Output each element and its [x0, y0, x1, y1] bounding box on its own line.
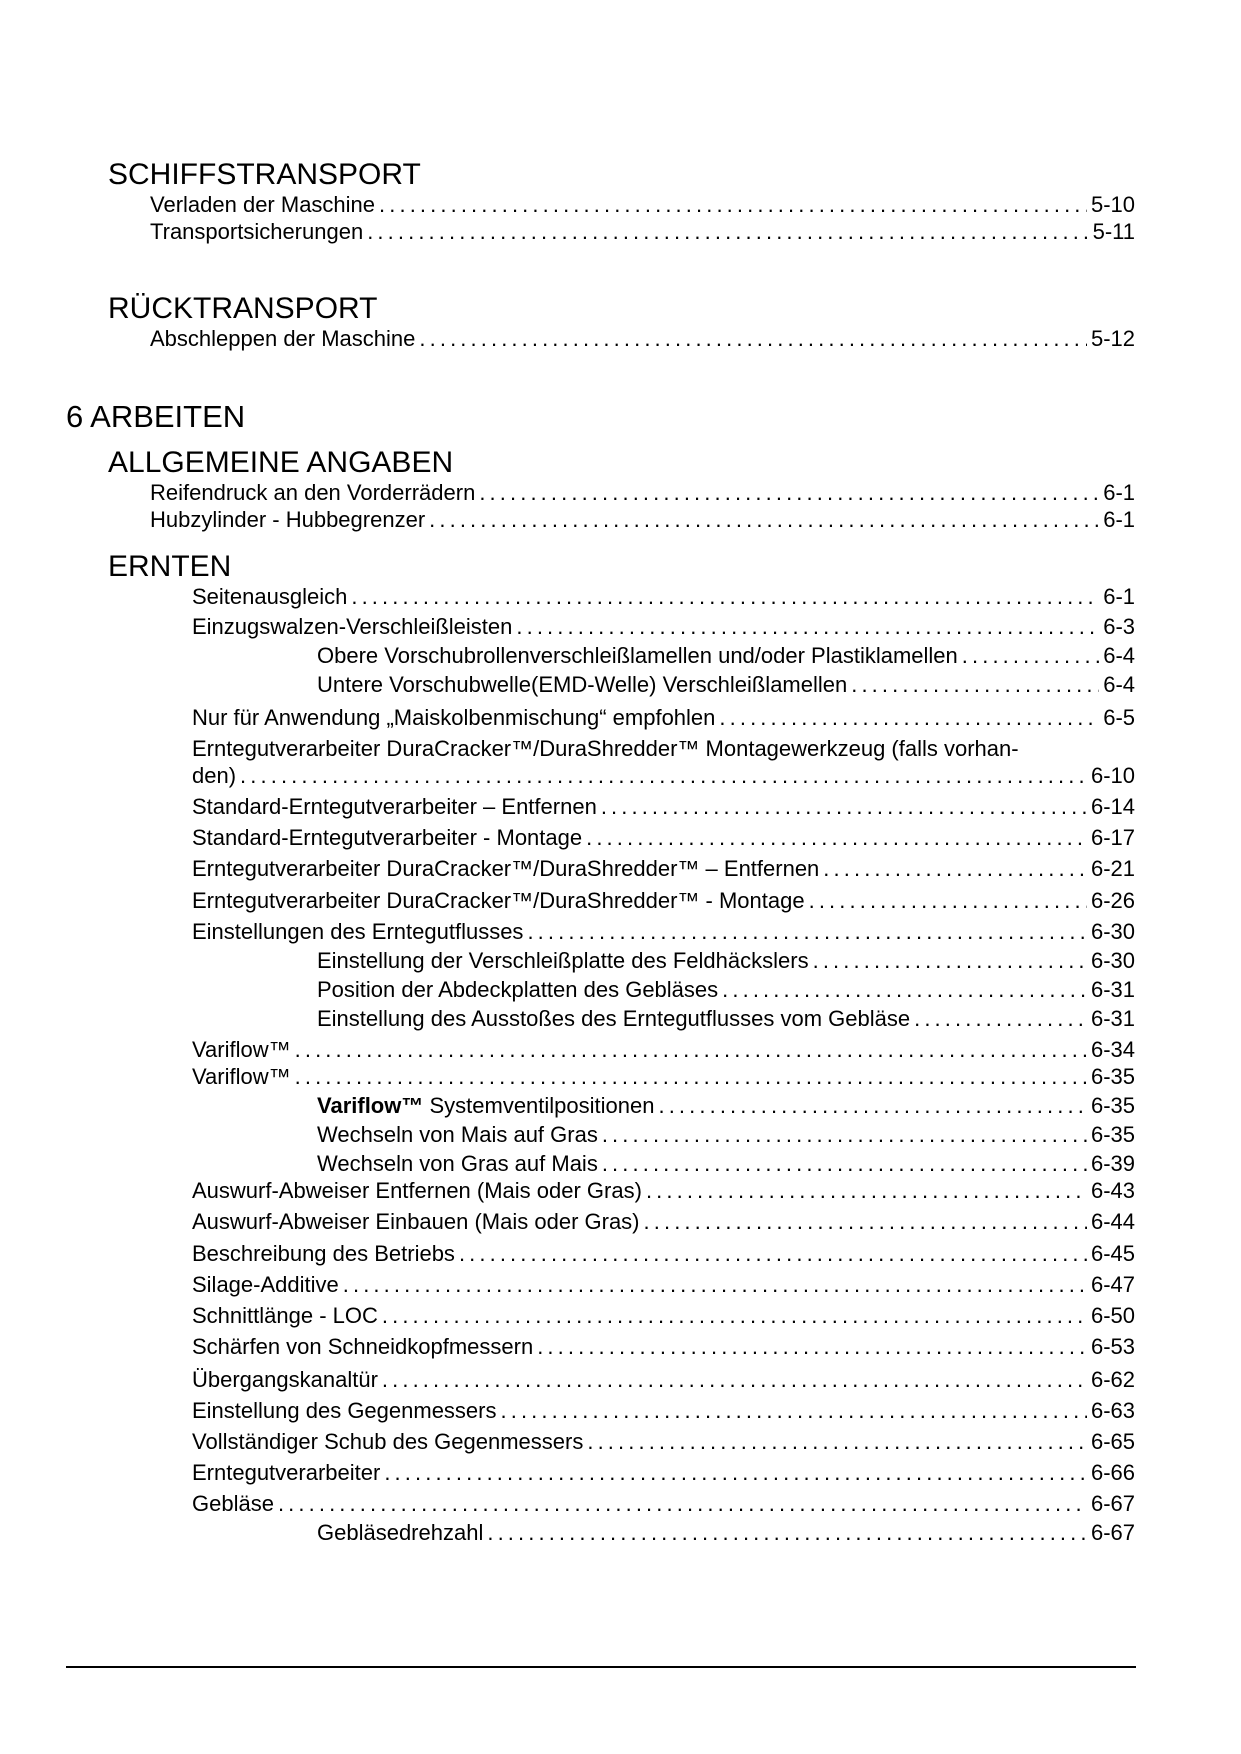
toc-entry-page: 6-35 — [1090, 1093, 1135, 1118]
toc-entry-page: 6-45 — [1090, 1241, 1135, 1266]
toc-entry-page: 6-53 — [1090, 1334, 1135, 1359]
toc-entry[interactable] — [150, 192, 1135, 218]
toc-entry[interactable] — [317, 1006, 1135, 1032]
toc-entry-page: 6-5 — [1103, 705, 1135, 730]
dot-leader — [914, 1006, 1087, 1032]
toc-entry-page: 6-3 — [1103, 614, 1135, 639]
toc-entry[interactable] — [192, 1429, 1135, 1455]
toc-entry[interactable] — [192, 1491, 1135, 1517]
dot-leader — [419, 326, 1087, 352]
toc-entry-title: Variflow™ — [192, 1037, 291, 1062]
dot-leader — [487, 1520, 1087, 1546]
toc-entry-page: 6-31 — [1090, 977, 1135, 1002]
dot-leader — [602, 1122, 1087, 1148]
toc-entry-page: 6-39 — [1090, 1151, 1135, 1176]
toc-entry-page: 6-43 — [1090, 1178, 1135, 1203]
toc-entry-page: 5-11 — [1092, 219, 1135, 244]
toc-entry-page: 6-1 — [1103, 584, 1135, 609]
toc-entry-title: Variflow™ — [192, 1064, 291, 1089]
toc-entry-title: Systemventilpositionen — [423, 1093, 655, 1118]
toc-entry[interactable] — [192, 614, 1135, 640]
toc-entry-page: 6-62 — [1090, 1367, 1135, 1392]
toc-entry-page: 6-26 — [1090, 888, 1135, 913]
toc-entry-page: 6-35 — [1090, 1122, 1135, 1147]
toc-entry[interactable] — [192, 1272, 1135, 1298]
dot-leader — [722, 977, 1087, 1003]
toc-entry[interactable] — [317, 1151, 1135, 1177]
toc-entry[interactable] — [192, 1334, 1135, 1360]
toc-entry[interactable] — [192, 1178, 1135, 1204]
toc-entry-page: 6-63 — [1090, 1398, 1135, 1423]
toc-entry-title: Auswurf-Abweiser Einbauen (Mais oder Gras) — [192, 1209, 640, 1234]
toc-entry-page: 5-10 — [1090, 192, 1135, 217]
toc-entry-title: Einstellung des Ausstoßes des Erntegutflusses vom Gebläse — [317, 1006, 911, 1031]
toc-entry-title: Gebläsedrehzahl — [317, 1520, 484, 1545]
dot-leader — [295, 1037, 1087, 1063]
dot-leader — [351, 584, 1099, 610]
toc-entry-title: Übergangskanaltür — [192, 1367, 378, 1392]
toc-entry-page: 6-21 — [1090, 856, 1135, 881]
toc-entry-title: Wechseln von Mais auf Gras — [317, 1122, 598, 1147]
toc-entry[interactable] — [192, 763, 1135, 789]
toc-entry-title: Schnittlänge - LOC — [192, 1303, 378, 1328]
toc-entry-title: Standard-Erntegutverarbeiter - Montage — [192, 825, 583, 850]
toc-entry-page: 6-35 — [1090, 1064, 1135, 1089]
dot-leader — [278, 1491, 1087, 1517]
chapter-heading: 6 ARBEITEN — [66, 399, 246, 434]
dot-leader — [601, 794, 1087, 820]
dot-leader — [586, 825, 1087, 851]
toc-entry-page: 6-67 — [1090, 1520, 1135, 1545]
toc-entry-page: 6-67 — [1090, 1491, 1135, 1516]
toc-entry-title: Einstellungen des Erntegutflusses — [192, 919, 524, 944]
toc-entry-title: Obere Vorschubrollenverschleißlamellen und/oder Plastiklamellen — [317, 643, 958, 668]
toc-entry-title: Auswurf-Abweiser Entfernen (Mais oder Gras) — [192, 1178, 642, 1203]
toc-entry[interactable] — [317, 672, 1135, 698]
toc-entry-title: den) — [192, 763, 237, 788]
dot-leader — [501, 1398, 1087, 1424]
dot-leader — [537, 1334, 1087, 1360]
section-heading: RÜCKTRANSPORT — [108, 292, 378, 325]
dot-leader — [646, 1178, 1087, 1204]
toc-entry-title: Beschreibung des Betriebs — [192, 1241, 455, 1266]
toc-entry-title: Position der Abdeckplatten des Gebläses — [317, 977, 719, 1002]
toc-entry-page: 6-30 — [1090, 948, 1135, 973]
dot-leader — [382, 1367, 1087, 1393]
toc-entry[interactable] — [192, 825, 1135, 851]
toc-entry-page: 6-31 — [1090, 1006, 1135, 1031]
toc-entry-page: 6-65 — [1090, 1429, 1135, 1454]
dot-leader — [719, 705, 1099, 731]
toc-entry-page: 6-50 — [1090, 1303, 1135, 1328]
toc-entry-title-line1[interactable]: Erntegutverarbeiter DuraCracker™/DuraShredder™ Montagewerkzeug (falls vorhan- — [192, 736, 1019, 761]
toc-entry-title: Wechseln von Gras auf Mais — [317, 1151, 598, 1176]
toc-entry-page: 6-17 — [1090, 825, 1135, 850]
toc-entry[interactable] — [192, 1037, 1135, 1063]
dot-leader — [240, 763, 1087, 789]
dot-leader — [962, 643, 1099, 669]
dot-leader — [809, 888, 1087, 914]
toc-entry[interactable] — [192, 1367, 1135, 1393]
toc-entry-title: Erntegutverarbeiter DuraCracker™/DuraShredder™ – Entfernen — [192, 856, 820, 881]
section-heading: ALLGEMEINE ANGABEN — [108, 446, 454, 479]
toc-entry[interactable] — [192, 1398, 1135, 1424]
toc-entry[interactable] — [192, 919, 1135, 945]
toc-entry-title: Silage-Additive — [192, 1272, 339, 1297]
toc-entry[interactable] — [192, 584, 1135, 610]
dot-leader — [459, 1241, 1087, 1267]
toc-entry-page: 6-1 — [1103, 480, 1135, 505]
toc-entry[interactable] — [317, 643, 1135, 669]
dot-leader — [658, 1093, 1086, 1119]
toc-entry-page: 6-4 — [1103, 643, 1135, 668]
toc-entry-page: 5-12 — [1090, 326, 1135, 351]
toc-entry[interactable] — [192, 1241, 1135, 1267]
toc-entry[interactable] — [192, 794, 1135, 820]
toc-entry-title: Gebläse — [192, 1491, 274, 1516]
toc-entry[interactable] — [192, 1303, 1135, 1329]
toc-entry-title: Schärfen von Schneidkopfmessern — [192, 1334, 534, 1359]
dot-leader — [479, 480, 1099, 506]
toc-entry-page: 6-44 — [1090, 1209, 1135, 1234]
toc-entry-title: Abschleppen der Maschine — [150, 326, 416, 351]
dot-leader — [367, 219, 1088, 245]
toc-entry[interactable] — [317, 1122, 1135, 1148]
toc-entry-page: 6-47 — [1090, 1272, 1135, 1297]
dot-leader — [851, 672, 1099, 698]
toc-entry[interactable] — [317, 977, 1135, 1003]
toc-entry-title: Seitenausgleich — [192, 584, 348, 609]
dot-leader — [527, 919, 1087, 945]
toc-entry[interactable] — [150, 480, 1135, 506]
toc-entry[interactable] — [150, 219, 1135, 245]
dot-leader — [379, 192, 1087, 218]
toc-entry-title: Hubzylinder - Hubbegrenzer — [150, 507, 426, 532]
footer-rule — [66, 1666, 1136, 1668]
toc-entry[interactable] — [192, 888, 1135, 914]
toc-entry-title: Vollständiger Schub des Gegenmessers — [192, 1429, 584, 1454]
toc-entry-title: Transportsicherungen — [150, 219, 364, 244]
section-heading: ERNTEN — [108, 550, 232, 583]
toc-entry-title: Standard-Erntegutverarbeiter – Entfernen — [192, 794, 597, 819]
toc-entry-page: 6-66 — [1090, 1460, 1135, 1485]
toc-entry-title: Nur für Anwendung „Maiskolbenmischung“ empfohlen — [192, 705, 716, 730]
toc-entry-page: 6-10 — [1090, 763, 1135, 788]
toc-entry-title: Reifendruck an den Vorderrädern — [150, 480, 476, 505]
toc-entry[interactable] — [192, 1209, 1135, 1235]
toc-entry-page: 6-1 — [1103, 507, 1135, 532]
toc-entry[interactable] — [192, 1460, 1135, 1486]
toc-entry[interactable] — [192, 1064, 1135, 1090]
toc-entry-page: 6-4 — [1103, 672, 1135, 697]
toc-entry[interactable] — [192, 705, 1135, 731]
toc-entry[interactable] — [317, 1520, 1135, 1546]
toc-entry-title: Verladen der Maschine — [150, 192, 376, 217]
toc-entry-page: 6-14 — [1090, 794, 1135, 819]
dot-leader — [516, 614, 1099, 640]
toc-entry-page: 6-30 — [1090, 919, 1135, 944]
toc-entry-title-bold: Variflow™ — [317, 1093, 424, 1118]
toc-entry-title: Einstellung des Gegenmessers — [192, 1398, 497, 1423]
toc-entry-title: Erntegutverarbeiter DuraCracker™/DuraShredder™ - Montage — [192, 888, 805, 913]
dot-leader — [384, 1460, 1087, 1486]
toc-entry[interactable] — [150, 507, 1135, 533]
dot-leader — [429, 507, 1099, 533]
dot-leader — [602, 1151, 1087, 1177]
toc-entry-title: Einzugswalzen-Verschleißleisten — [192, 614, 513, 639]
dot-leader — [382, 1303, 1087, 1329]
dot-leader — [295, 1064, 1087, 1090]
dot-leader — [644, 1209, 1087, 1235]
dot-leader — [343, 1272, 1087, 1298]
toc-entry-page: 6-34 — [1090, 1037, 1135, 1062]
dot-leader — [813, 948, 1087, 974]
toc-entry-title: Untere Vorschubwelle(EMD-Welle) Verschleißlamellen — [317, 672, 848, 697]
toc-entry[interactable] — [192, 856, 1135, 882]
section-heading: SCHIFFSTRANSPORT — [108, 158, 421, 191]
dot-leader — [823, 856, 1087, 882]
toc-entry[interactable] — [317, 948, 1135, 974]
toc-entry[interactable] — [150, 326, 1135, 352]
toc-entry-title: Erntegutverarbeiter — [192, 1460, 381, 1485]
toc-entry[interactable] — [317, 1093, 1135, 1119]
dot-leader — [587, 1429, 1087, 1455]
toc-entry-title: Einstellung der Verschleißplatte des Feldhäckslers — [317, 948, 809, 973]
